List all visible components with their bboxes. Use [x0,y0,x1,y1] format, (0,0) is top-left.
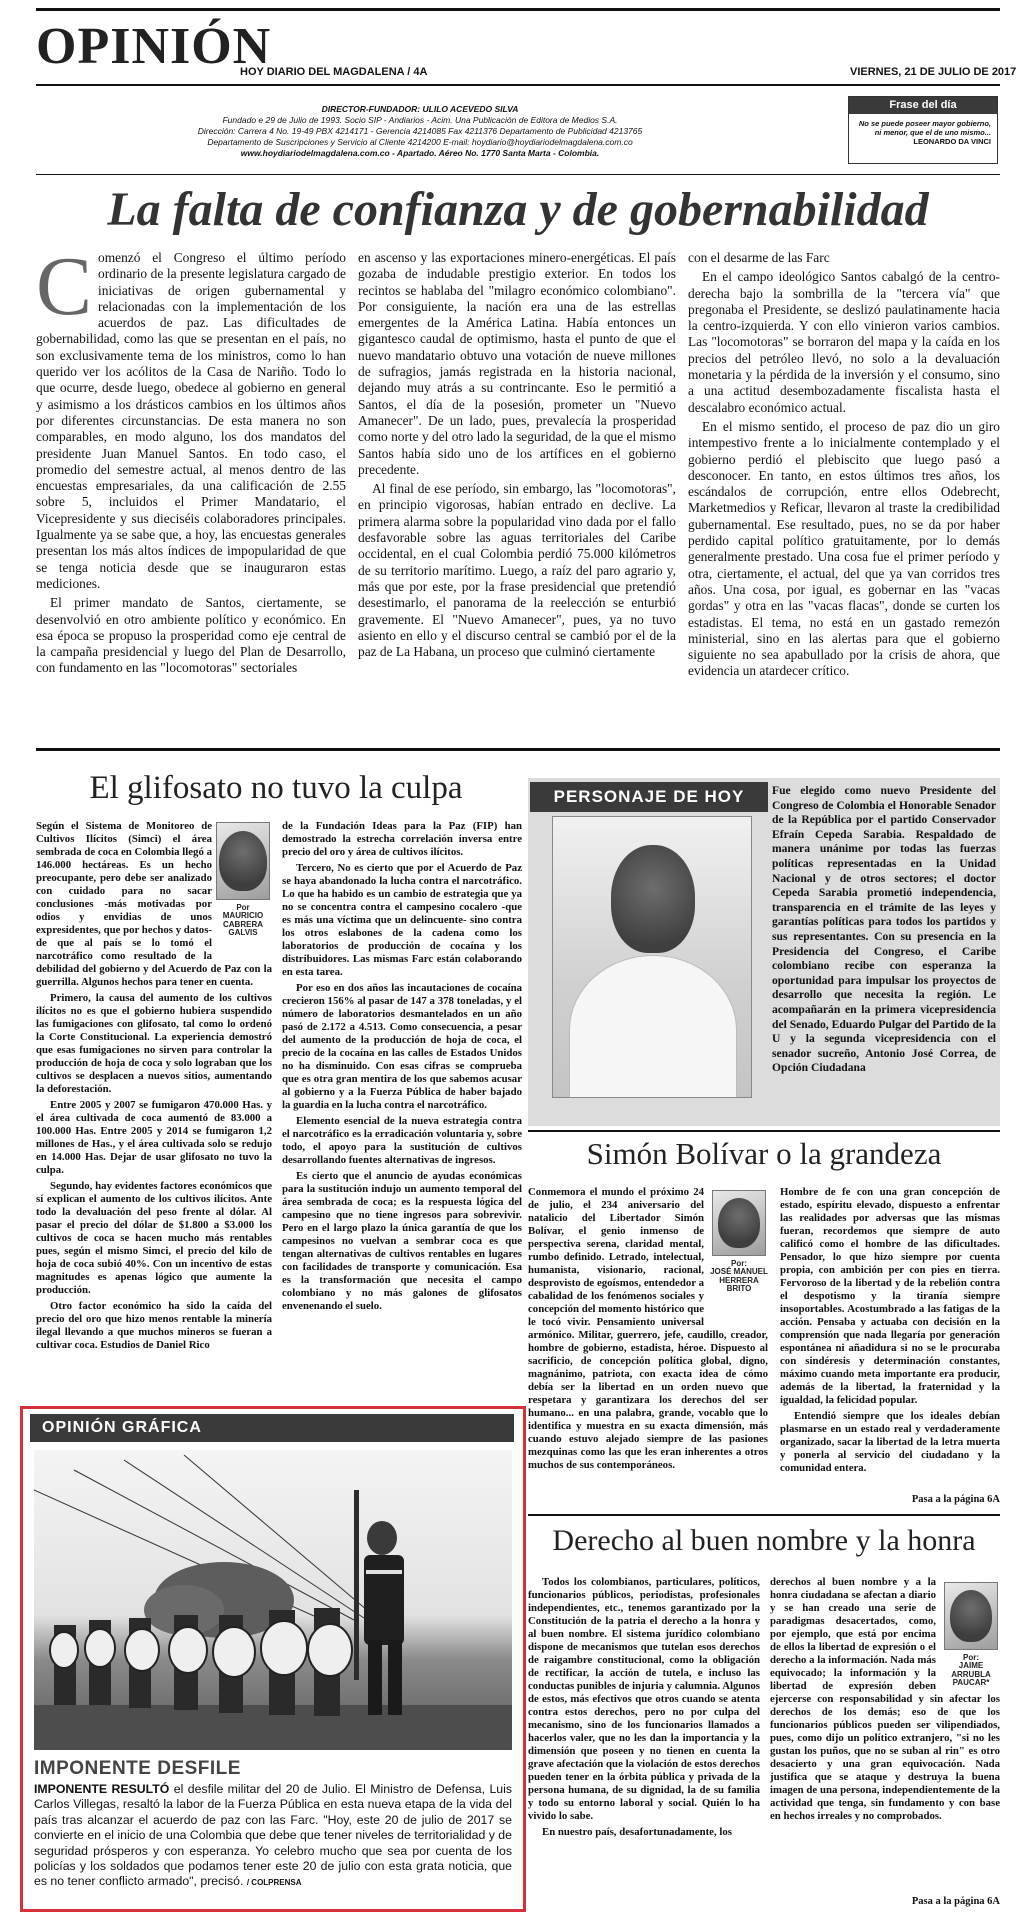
paragraph: Hombre de fe con una gran concepción de estado, espíritu elevado, dispuesto a enfrentar las realidades por adversas que las mismas fueran, recordemos que siempre de auto calificó como el hombre de las dificultades. Pensador, lo que hizo siempre por cuenta propia, con ambición per con pies en tierra. Fervoroso de la libertad y de la rebelión contra el despotismo y la tiranía siempre insoportables. Acostumbrado a las fatigas de la acción. Pensaba y actuaba con decisión en la comprensión que nada llegaría por generación espontánea ni añadidura si no se le procuraba con sindéresis y determinación constantes, máximo cuando meta importante era producir, además de la libertad, la fraternidad y la igualdad, la felicidad popular. [780,1186,1000,1406]
section-title: OPINIÓN [36,18,272,75]
bolivar-continue-link[interactable]: Pasa a la página 6A [911,1494,1000,1505]
paragraph: Todos los colombianos, particulares, políticos, funcionarios públicos, periodistas, profesionales independientes, etc., tenemos garantizado por la Constitución de la patria el derecho a la honra y al buen nombre. El sistema jurídico colombiano dispone de mecanismos que tutelan esos derechos de raigambre constitucional, como la obligación de rectificar, la acción de tutela, e incluso las conductas punibles de injuria y calumnia. Algunos de estos, más efectivos que otros cuando se atenta contra estos derechos, pero no por culpa del mecanismo, sino de los funcionarios llamados a hacerlos valer, que no les dan la importancia y la dimensión que poseen y no tienen en cuenta la grave afectación que la violación de estos derechos pueden tener en la órbita pública y privada de la persona humana, de su dignidad, la de su familia y todo su entorno laboral y social. Quién lo ha vivido lo sabe. [528,1576,760,1822]
paragraph: Elemento esencial de la nueva estrategia contra el narcotráfico es la erradicación voluntaria y, sobre todo, el apoyo para la sustitución de cultivos desarrollando fuentes alternativas de ingresos. [282,1115,522,1166]
personaje-text: Fue elegido como nuevo Presidente del Congreso de Colombia el Honorable Senador de la República por el partido Conservador Efraín Cepeda Sarabia. Respaldado de manera unánime por todas las fuerzas políticas representadas en la Unidad Nacional y de otros sectores; el doctor Cepeda Sarabia prometió independencia, transparencia en el trámite de las leyes y garantías políticas para todos los partidos y sus representantes. Con su presencia en la Presidencia del Congreso, el Caribe colombiano recibe con esperanza la oportunidad para impulsar los proyectos de desarrollo que necesita la región. Le acompañarán en la primera vicepresidencia del Senado, Eduardo Pulgar del Partido de la U y la segunda vicepresidencia con el senador sucreño, Antonio José Correa, de Opción Ciudadana [772,784,996,1075]
quote-text: No se puede poseer mayor gobierno, ni menor, que el de uno mismo... [858,119,991,137]
paragraph: Al final de ese período, sin embargo, las "locomotoras", en principio vigorosas, habían entrado en declive. La primera alarma sobre la popularidad vino dada por el fallo desfavorable sobre las aguas territoriales del Caribe occidental, en el cual Colombia perdió 75.000 kilómetros de su territorio marítimo. Luego, a raíz del paro agrario y, más que por este, por la frase presidencial que pretendió desestimarlo, el panorama de la reelección se enturbió gravemente. El "Nuevo Amanecer", pues, ya no tuvo asiento en ello y el discurso central se cambió por el de la paz de La Habana, un proceso que culminó ciertamente [358,481,676,660]
masthead-info [150,104,690,159]
paragraph: En el mismo sentido, el proceso de paz dio un giro intempestivo frente a lo inicialmente contemplado y el gobierno perdió el plebiscito que luego pasó a desconocer. En tanto, en estos últimos tres años, los escándalos de corrupción, entre ellos Odebrecht, Marketmedios y Reficar, llevaron al traste la credibilidad gubernamental. Ese resultado, pues, no se da por haber perdido capital político gratuitamente, por lo demás generalmente prestado. Una cosa fue el primer período y otra, ciertamente, el actual, del que ya van corridos tres años. Una cosa, por igual, es gobernar en las "vacas gordas" y otra en las "vacas flacas", donde se curten los estadistas. El tema, no está en un gastado remezón ministerial, sino en las alertas para que el gobierno siguiente no sea apabullado por la crisis de ahora, que evidencia un atardecer crítico. [688,418,1000,679]
author-name: JAIME ARRUBLA PAUCAR* [951,1661,991,1688]
bolivar-headline: Simón Bolívar o la grandeza [586,1136,942,1171]
editorial-column-2 [358,250,676,742]
paragraph: de la Fundación Ideas para la Paz (FIP) han demostrado la estrecha correlación inversa entre precio del oro y área de cultivos ilícitos. [282,820,522,858]
personaje-banner: PERSONAJE DE HOY [530,782,768,812]
paragraph: Segundo, hay evidentes factores económicos que sí explican el aumento de los cultivos ilícitos. Ante todo la devaluación del peso frente al dólar. Al pasar el precio del dólar de $1.800 a $3.000 los cultivos de coca se hacen mucho más rentables pues, según el mismo Simci, el precio del kilo de hoja de coca subió 40%. Con un incentivo de estas magnitudes es apenas lógico que aumente la producción. [36,1180,272,1296]
glifosato-column-2 [282,820,522,1402]
editorial-headline: La falta de confianza y de gobernabilidad [107,183,929,236]
derecho-headline: Derecho al buen nombre y la honra [552,1524,976,1557]
author-label: Por: [963,1653,979,1662]
grafica-body: el desfile militar del 20 de Julio. El Ministro de Defensa, Luis Carlos Villegas, resaltó la labor de la Fuerza Pública en esta nueva etapa de la vida del país tras alcanzar el acuerdo de paz con las Farc. "Hoy, este 20 de julio de 2017 se convierte en el inicio de una Colombia que debe que tener niveles de territorialidad y de seguridad prósperos y con esperanza. Yo celebro mucho que sea por cuenta de los policías y los soldados que podamos tener este 20 de julio con esta grata noticia, que es no tener conflicto armado", precisó. [34,1782,512,1889]
author-name: JOSÉ MANUEL HERRERA BRITO [710,1267,768,1294]
paragraph: Otro factor económico ha sido la caída del precio del oro que hizo menos rentable la minería ilegal llevando a que muchos mineros se fueran a cultivar coca. Estudios de Daniel Rico [36,1300,272,1351]
grafica-lead: IMPONENTE RESULTÓ [34,1782,170,1796]
paragraph: Primero, la causa del aumento de los cultivos ilícitos no es que el gobierno hubiera suspendido las fumigaciones con glifosato, tal como lo ordenó la Corte Constitucional. La experiencia demostró que esas fumigaciones no sirven para controlar la producción de hoja de coca y solo lograban que los cultivos se desplacen a nuevos sitios, aumentando la deforestación. [36,992,272,1095]
opinion-grafica-banner: OPINIÓN GRÁFICA [30,1414,514,1442]
paragraph: omenzó el Congreso el último período ordinario de la presente legislatura cargado de iniciativas de origen gubernamental y relacionadas con la implementación de los acuerdos de paz. Las dificultades de gobernabilidad, como las que se presentan en el país, no son exclusivamente tema de los ministros, como lo han querido ver los acólitos de la Casa de Nariño. Todo lo que ocurre, desde luego, obedece al gobierno en general y asimismo a los drásticos cambios en los últimos años por diferentes circunstancias. De esta manera no son comparables, en modo alguno, los dos mandatos del presidente Juan Manuel Santos. En todo caso, el promedio del semestre actual, al menos dentro de las encuestas empresariales, da una calificación de 2.55 sobre 5, incluidos el Primer Mandatario, el Vicepresidente y sus dieciséis colaboradores principales. Igualmente ya se sabe que, a hoy, las encuestas generales presentan los más altos índices de impopularidad de que se tenga noticia desde que se inauguraron estas mediciones. [36,250,346,591]
paragraph: en ascenso y las exportaciones minero-energéticas. El país gozaba de indudable prestigio exterior. En todos los recintos se hablaba del "milagro económico colombiano". Por consiguiente, la nación era una de las estrellas emergentes de la América Latina. Había entonces un gigantesco caudal de optimismo, hasta el punto de que el nuevo mandatario obtuvo una votación de nueve millones de sufragios, jamás registrada en la historia nacional, dejando muy atrás a su contrincante. Eso le permitió a Santos, el día de la posesión, prometer un "Nuevo Amanecer". De un lado, pues, prevalecía la prosperidad como norte y del otro lado la seguridad, de la que el mismo Santos había sido uno de los artífices en el gobierno precedente. [358,250,676,477]
parade-photo [34,1450,512,1750]
paper-page: HOY DIARIO DEL MAGDALENA / 4A [240,66,428,78]
glifosato-headline: El glifosato no tuvo la culpa [89,770,463,806]
info-line: Fundado e 29 de Julio de 1993. Socio SIP - Andiarios - Acim. Una Publicación de Editora de Medios S.A. [222,115,618,125]
drop-cap: C [36,250,93,333]
quote-author: LEONARDO DA VINCI [913,137,991,146]
quote-box-title: Frase del día [849,97,997,114]
derecho-column-2 [770,1576,1000,1892]
bolivar-column-2 [780,1186,1000,1486]
info-line: www.hoydiariodelmagdalena.com.co - Apartado. Aéreo No. 1770 Santa Marta - Colombia. [240,148,600,158]
derecho-column-1 [528,1576,760,1912]
paragraph: Según el Sistema de Monitoreo de Cultivos Ilícitos (Simci) el área sembrada de coca en Colombia llegó a 146.000 hectáreas. Es un hecho preocupante, pero debe ser analizado con cuidado para no sacar conclusiones -más motivadas por odios y envidias de unos expresidentes, que por hechos y datos- de que al país se lo tomó el narcotráfico como resultado de la debilidad del gobierno y del Acuerdo de Paz con la guerrilla. Algunos hechos para tener en cuenta. [36,820,272,988]
parade-scene [34,1450,512,1750]
personaje-photo [552,816,752,1098]
director-line: DIRECTOR-FUNDADOR: ULILO ACEVEDO SILVA [321,104,519,114]
grafica-caption [34,1782,512,1898]
bolivar-column-1 [528,1186,768,1512]
info-line: Departamento de Suscripciones y Servicio al Cliente 4214200 E-mail: hoydiario@hoydiariodelmagdalena.com.co [207,137,633,147]
author-label: Por [236,903,250,912]
derecho-continue-link[interactable]: Pasa a la página 6A [911,1896,1000,1907]
author-label: Por: [731,1259,747,1268]
editorial-column-3 [688,250,1000,742]
paragraph: Entre 2005 y 2007 se fumigaron 470.000 Has. y el área cultivada de coca aumentó de 83.000 a 100.000 Has. Entre 2005 y 2014 se fumigaron 1,2 millones de Has., y el área cultivada solo se redujo en 14.000 Has. Dejar de usar glifosato no tuvo la culpa. [36,1099,272,1176]
glifosato-column-1 [36,820,272,1402]
paragraph: Tercero, No es cierto que por el Acuerdo de Paz se haya abandonado la lucha contra el narcotráfico. Lo que ha habido es un cambio de estrategia que ya no se concentra contra el campesino cocalero -que es más una víctima que un delincuente- sino contra los otros eslabones de la cadena como los laboratorios de producción de cocaína y los distribuidores. Las mismas Farc están colaborando en esta tarea. [282,862,522,978]
author-name: MAURICIO CABRERA GALVIS [222,911,264,938]
paragraph: Es cierto que el anuncio de ayudas económicas para la sustitución indujo un aumento temporal del área sembrada de coca; es la respuesta lógica del campesino que no tiene ingresos para sobrevivir. Pero en el largo plazo la única garantía de que los campesinos no vuelvan a sembrar coca es que tengan alternativas de cultivos rentables en lugares con facilidades de transporte y comunicación. Esa es la transformación que necesita el campo colombiano y no más galones de glifosatos envenenando el suelo. [282,1170,522,1312]
paragraph: derechos al buen nombre y a la honra ciudadana se afectan a diario y se han creado una serie de paradigmas desacertados, como, por ejemplo, que está por encima de ellos la libertad de expresión o el derecho a la información. Nada más equivocado; la información y la libertad de expresión deben ejercerse con responsabilidad y sin afectar los derechos de los demás; eso de que los funcionarios públicos pueden ser vilipendiados, pues, como dijo un político extranjero, "si no les gustan los puños, que no se suban al rin" es otro desacierto y una gran equivocación. Nada justifica que se ataque y destruya la buena imagen de una persona, independientemente de la actividad que tenga, sin fundamento y con base en hechos irreales y no comprobados. [770,1576,1000,1822]
paragraph: En nuestro país, desafortunadamente, los [542,1826,732,1838]
info-line: Dirección: Carrera 4 No. 19-49 PBX 4214171 - Gerencia 4214085 Fax 4211376 Departamento de Publicidad 4213765 [197,126,643,136]
grafica-headline: IMPONENTE DESFILE [34,1758,241,1779]
paragraph: El primer mandato de Santos, ciertamente, se desenvolvió en otro ambiente político y económico. En esa época se propuso la prosperidad como eje central de la campaña presidencial y luego del Plan de Desarrollo, con fundamento en las "locomotoras" sectoriales [36,595,346,676]
quote-box [848,96,998,164]
paragraph: Entendió siempre que los ideales debían plasmarse en un estado real y verdaderamente organizado, sacar la libertad de la letra muerta y ponerla al servicio del ciudadano y la comunidad entera. [780,1410,1000,1474]
grafica-credit: / COLPRENSA [246,1878,302,1888]
paragraph: con el desarme de las Farc [688,250,830,265]
paragraph: Conmemora el mundo el próximo 24 de julio, el 234 aniversario del natalicio del Libertador Simón Bolívar, el genio inmenso de perspectiva serena, claridad mental, rumbo definido. Letrado, intelectual, humanista, visionario, racional, desprovisto de egoísmos, entendedor a cabalidad de los fenómenos sociales y concepción del momento histórico que le tocó vivir. Pensamiento universal armónico. Militar, guerrero, jefe, caudillo, creador, hombre de gobierno, estadista, héroe. Dispuesto al sacrificio, de concepción política global, digno, magnánimo, patriota, con exacta idea de cómo debía ser la libertad en un orden nuevo que respetara y garantizara los derechos del ser humano... en una palabra, grande, vocablo que lo identifica y muestra en su exacta dimensión, más cuando estuvo alejado siempre de las pasiones mezquinas como las que les eran inherentes a otros muchos de sus contemporáneos. [528,1186,768,1471]
paragraph: En el campo ideológico Santos cabalgó de la centro-derecha bajo la sombrilla de la "tercera vía" que pregonaba el Presidente, se deslizó paulatinamente hacia la centro-izquierda. Y con ello vinieron varios cambios. Las "locomotoras" se borraron del mapa y la caída en los precios del petróleo llevó, no solo a la devaluación monetaria y la pérdida de la inversión y el consumo, sino a una actitud desembozadamente fiscalista hasta el descalabro económico actual. [688,269,1000,415]
editorial-column-1 [36,250,346,742]
paragraph: Por eso en dos años las incautaciones de cocaína crecieron 156% al pasar de 147 a 378 toneladas, y el número de laboratorios desmantelados en un año pasó de 2.172 a 4.513. Como consecuencia, a pesar del aumento de la producción de hoja de coca, el precio de la cocaína en las calles de Estados Unidos no ha disminuido. Con esas cifras se comprueba que es otra gran mentira de los que sabemos acusar al gobierno y a la Fuerza Pública de haber bajado la guardia en la lucha contra el narcotráfico. [282,982,522,1111]
issue-date: VIERNES, 21 DE JULIO DE 2017 [850,66,1017,78]
